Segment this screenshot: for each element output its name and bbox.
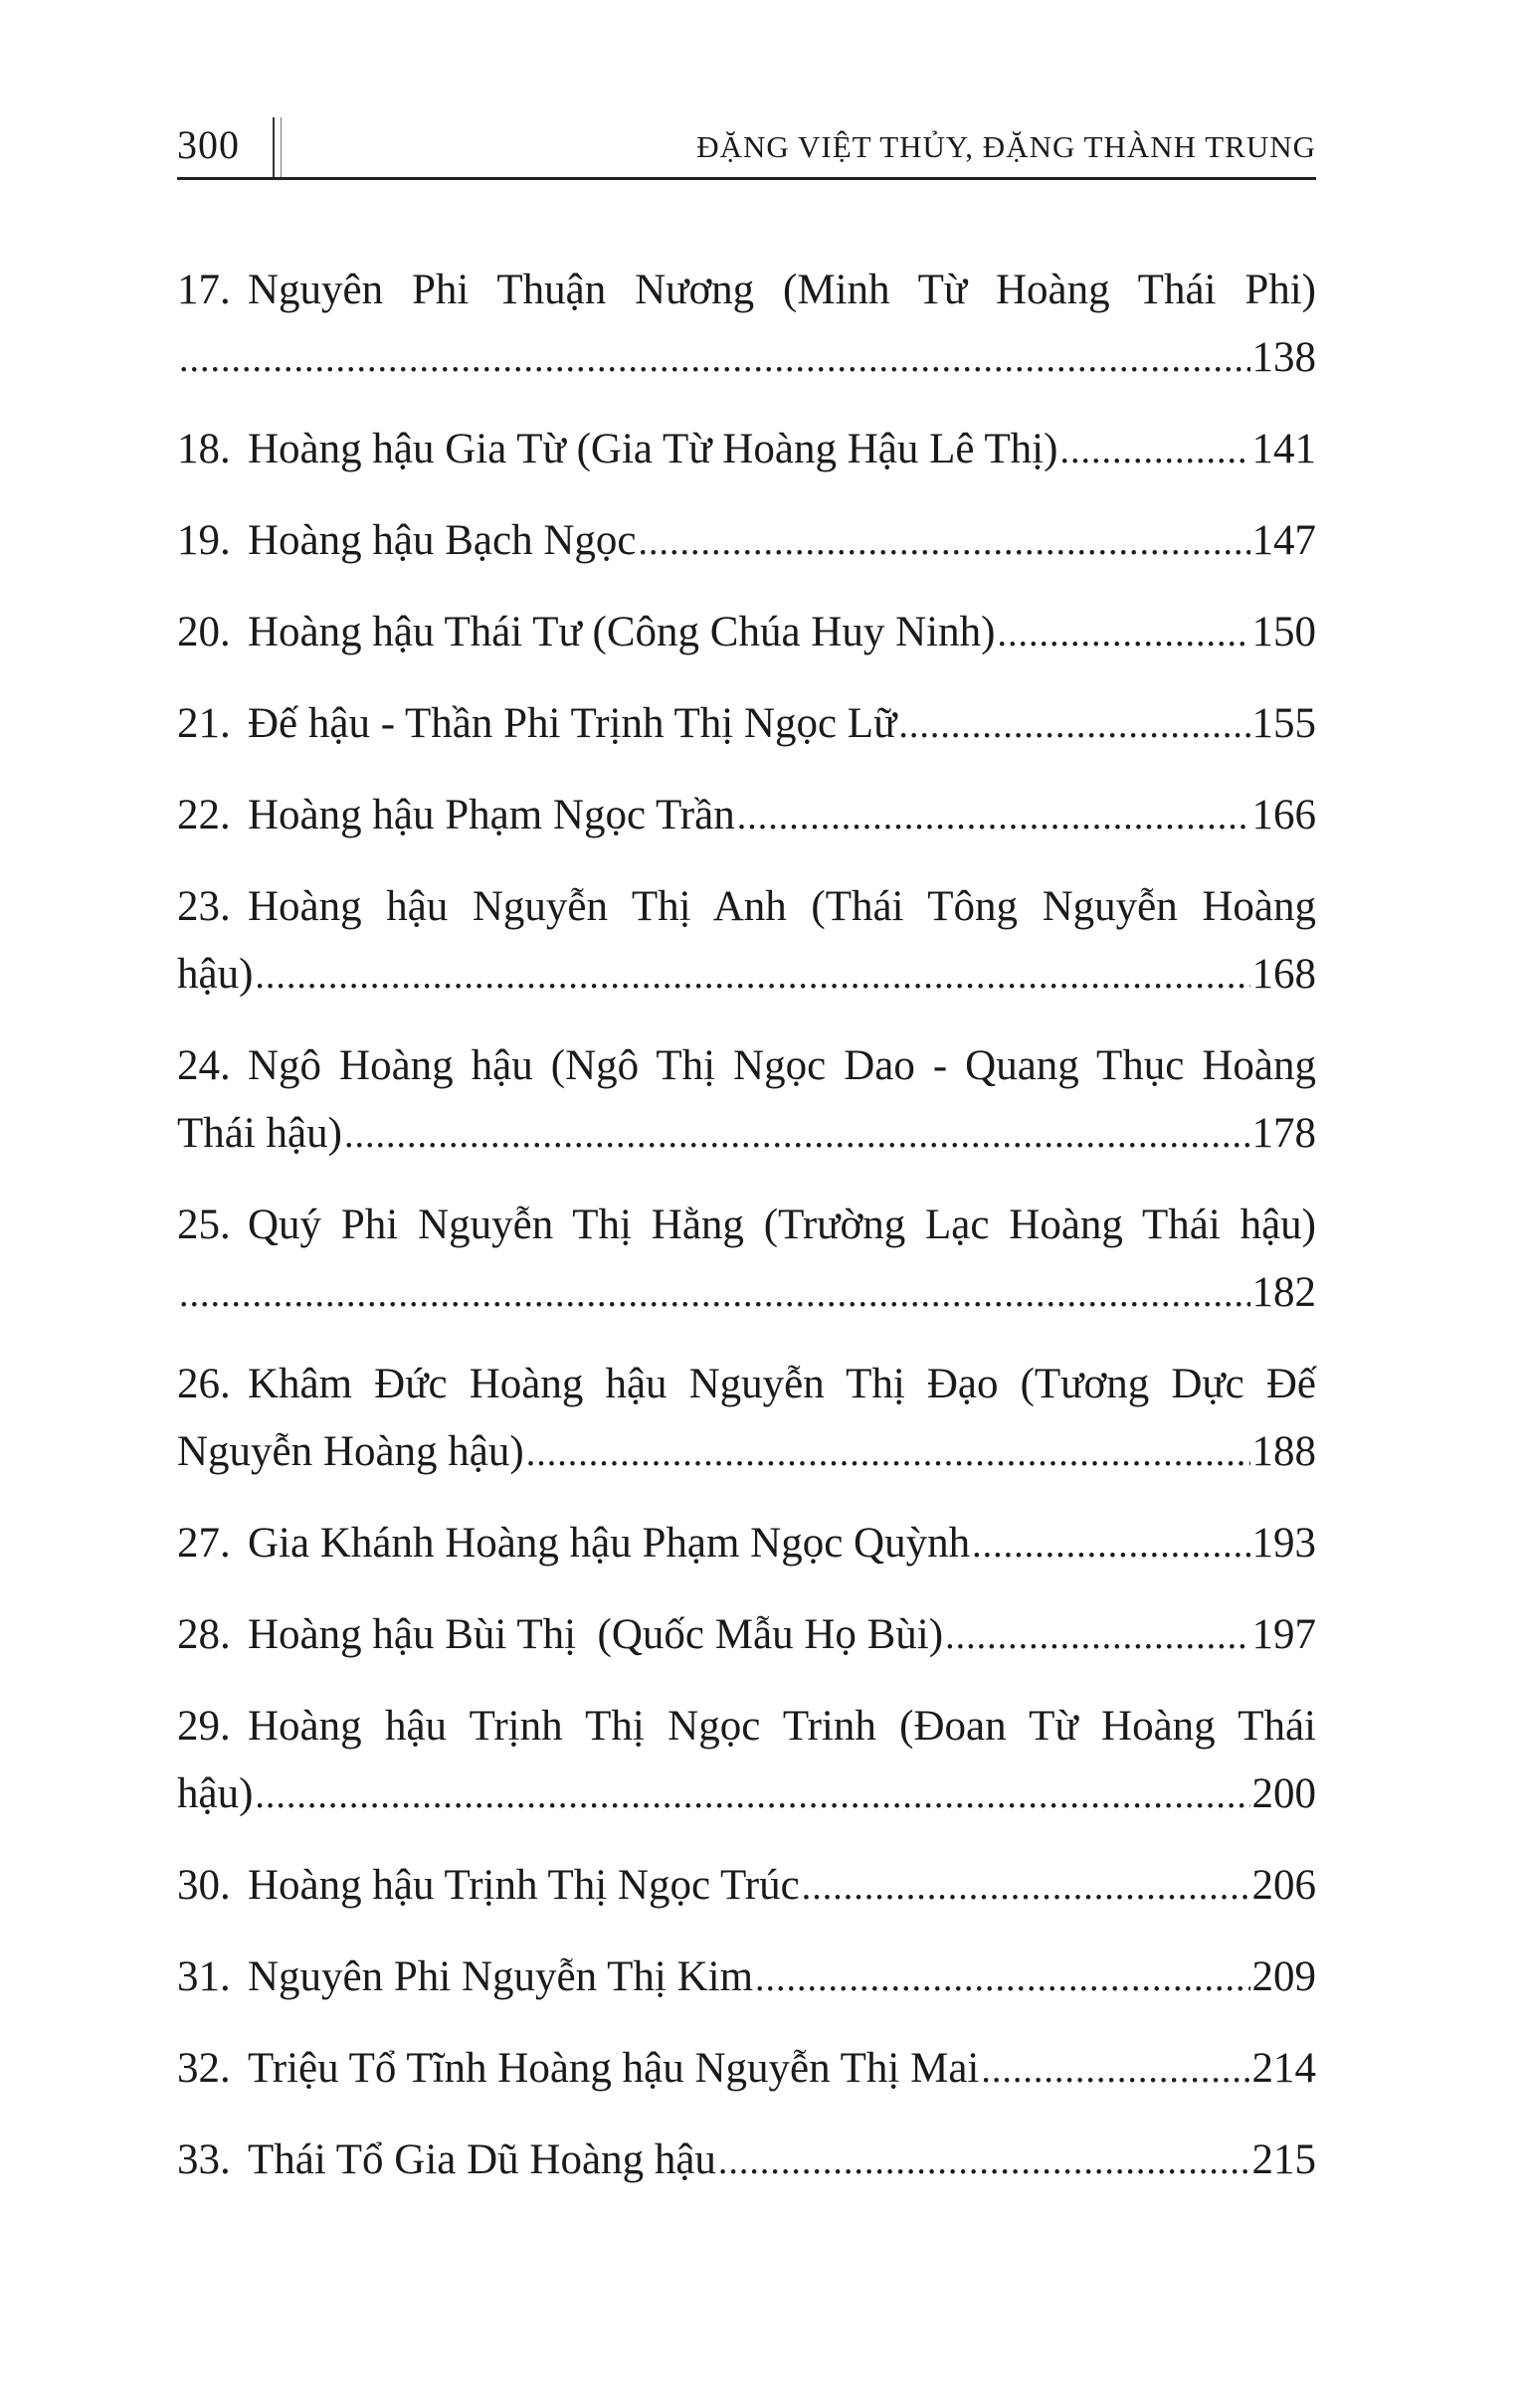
- running-title: ĐẶNG VIỆT THỦY, ĐẶNG THÀNH TRUNG: [696, 129, 1316, 164]
- toc-entry-title: Thái Tổ Gia Dũ Hoàng hậu: [248, 2136, 716, 2183]
- toc-entry-number: 27.: [177, 1520, 231, 1567]
- toc-entry-page: 168: [1251, 951, 1316, 998]
- toc-entry-title-continued: hậu): [177, 951, 254, 998]
- toc-entry-title: Hoàng hậu Trịnh Thị Ngọc Trúc: [248, 1862, 800, 1909]
- toc-entry-title: Ngô Hoàng hậu (Ngô Thị Ngọc Dao - Quang Thục Hoàng: [248, 1042, 1316, 1089]
- header-rule: [177, 177, 1316, 180]
- dot-leader: [997, 600, 1249, 667]
- toc-entry-number: 19.: [177, 517, 231, 564]
- toc-entry-page: 206: [1251, 1862, 1316, 1909]
- dot-leader: [802, 1853, 1250, 1921]
- toc-entry-title-continued: hậu): [177, 1770, 254, 1817]
- toc-entry-page: 188: [1251, 1428, 1316, 1475]
- toc-entry-title: Quý Phi Nguyễn Thị Hằng (Trường Lạc Hoàng Thái hậu): [248, 1202, 1316, 1248]
- toc-entry-19: [177, 507, 1316, 575]
- toc-entry-18: [177, 416, 1316, 483]
- header-separator: [273, 117, 282, 177]
- toc-entry-page: 193: [1251, 1520, 1316, 1567]
- toc-entry-17: [177, 257, 1316, 392]
- toc-entry-number: 21.: [177, 700, 231, 747]
- toc-entry-28: [177, 1601, 1316, 1669]
- toc-entry-31: [177, 1944, 1316, 2011]
- toc-entry-number: 26.: [177, 1361, 231, 1407]
- toc-entry-number: 22.: [177, 792, 231, 838]
- toc-entry-page: 209: [1251, 1953, 1316, 2000]
- dot-leader: [255, 1761, 1249, 1829]
- dot-leader: [718, 2128, 1250, 2195]
- page-number: 300: [177, 122, 240, 167]
- toc-entry-title: Nguyên Phi Nguyễn Thị Kim: [248, 1953, 754, 2000]
- dot-leader: [755, 1945, 1249, 2012]
- dot-leader: [255, 942, 1249, 1010]
- toc-entry-number: 23.: [177, 883, 231, 930]
- toc-entry-22: [177, 782, 1316, 849]
- dot-leader: [945, 1602, 1249, 1670]
- dot-leader: [179, 1260, 1250, 1328]
- toc-entry-title: Hoàng hậu Nguyễn Thị Anh (Thái Tông Nguyễn Hoàng: [248, 883, 1316, 930]
- toc-entry-title: Đế hậu - Thần Phi Trịnh Thị Ngọc Lữ: [248, 700, 897, 747]
- toc-entry-30: [177, 1852, 1316, 1920]
- toc-entry-number: 33.: [177, 2136, 231, 2183]
- dot-leader: [737, 783, 1250, 850]
- toc-entry-page: 214: [1251, 2045, 1316, 2092]
- toc-entry-page: 178: [1251, 1110, 1316, 1157]
- toc-entry-title: Hoàng hậu Phạm Ngọc Trần: [248, 792, 735, 838]
- table-of-contents: [177, 257, 1316, 2218]
- toc-entry-page: 138: [1251, 334, 1316, 381]
- dot-leader: [179, 325, 1250, 393]
- toc-entry-number: 24.: [177, 1042, 231, 1089]
- toc-entry-title: Khâm Đức Hoàng hậu Nguyễn Thị Đạo (Tương Dực Đế: [248, 1361, 1316, 1407]
- toc-entry-number: 20.: [177, 609, 231, 655]
- page-header: [177, 117, 1316, 179]
- toc-entry-title: Gia Khánh Hoàng hậu Phạm Ngọc Quỳnh: [248, 1520, 971, 1567]
- toc-entry-title: Hoàng hậu Thái Tư (Công Chúa Huy Ninh): [248, 609, 996, 655]
- dot-leader: [972, 1511, 1249, 1578]
- toc-entry-page: 166: [1251, 792, 1316, 838]
- toc-entry-24: [177, 1032, 1316, 1168]
- toc-entry-27: [177, 1510, 1316, 1577]
- dot-leader: [638, 508, 1249, 576]
- toc-entry-page: 150: [1251, 609, 1316, 655]
- toc-entry-number: 32.: [177, 2045, 231, 2092]
- toc-entry-page: 147: [1251, 517, 1316, 564]
- toc-entry-title: Nguyên Phi Thuận Nương (Minh Từ Hoàng Thái Phi): [248, 267, 1316, 313]
- toc-entry-page: 200: [1251, 1770, 1316, 1817]
- dot-leader: [344, 1101, 1250, 1169]
- dot-leader: [898, 691, 1249, 759]
- toc-entry-23: [177, 873, 1316, 1009]
- toc-entry-number: 17.: [177, 267, 231, 313]
- toc-entry-20: [177, 599, 1316, 666]
- toc-entry-number: 28.: [177, 1611, 231, 1658]
- toc-entry-page: 197: [1251, 1611, 1316, 1658]
- toc-entry-page: 182: [1251, 1269, 1316, 1316]
- toc-entry-26: [177, 1351, 1316, 1486]
- toc-entry-number: 30.: [177, 1862, 231, 1909]
- toc-entry-number: 25.: [177, 1202, 231, 1248]
- dot-leader: [981, 2036, 1249, 2104]
- toc-entry-title: Triệu Tổ Tĩnh Hoàng hậu Nguyễn Thị Mai: [248, 2045, 980, 2092]
- toc-entry-page: 155: [1251, 700, 1316, 747]
- toc-entry-33: [177, 2127, 1316, 2194]
- toc-entry-title: Hoàng hậu Bạch Ngọc: [248, 517, 637, 564]
- toc-entry-title-continued: Thái hậu): [177, 1110, 342, 1157]
- toc-entry-number: 29.: [177, 1703, 231, 1750]
- toc-entry-title: Hoàng hậu Bùi Thị (Quốc Mẫu Họ Bùi): [248, 1611, 944, 1658]
- toc-entry-25: [177, 1192, 1316, 1327]
- toc-entry-title-continued: Nguyễn Hoàng hậu): [177, 1428, 524, 1475]
- toc-entry-29: [177, 1693, 1316, 1828]
- toc-entry-page: 141: [1251, 426, 1316, 472]
- toc-entry-number: 31.: [177, 1953, 231, 2000]
- toc-entry-21: [177, 690, 1316, 758]
- toc-entry-title: Hoàng hậu Gia Từ (Gia Từ Hoàng Hậu Lê Thị): [248, 426, 1058, 472]
- dot-leader: [526, 1419, 1250, 1487]
- toc-entry-number: 18.: [177, 426, 231, 472]
- toc-entry-page: 215: [1251, 2136, 1316, 2183]
- dot-leader: [1059, 417, 1249, 484]
- toc-entry-title: Hoàng hậu Trịnh Thị Ngọc Trinh (Đoan Từ Hoàng Thái: [248, 1703, 1316, 1750]
- toc-entry-32: [177, 2035, 1316, 2103]
